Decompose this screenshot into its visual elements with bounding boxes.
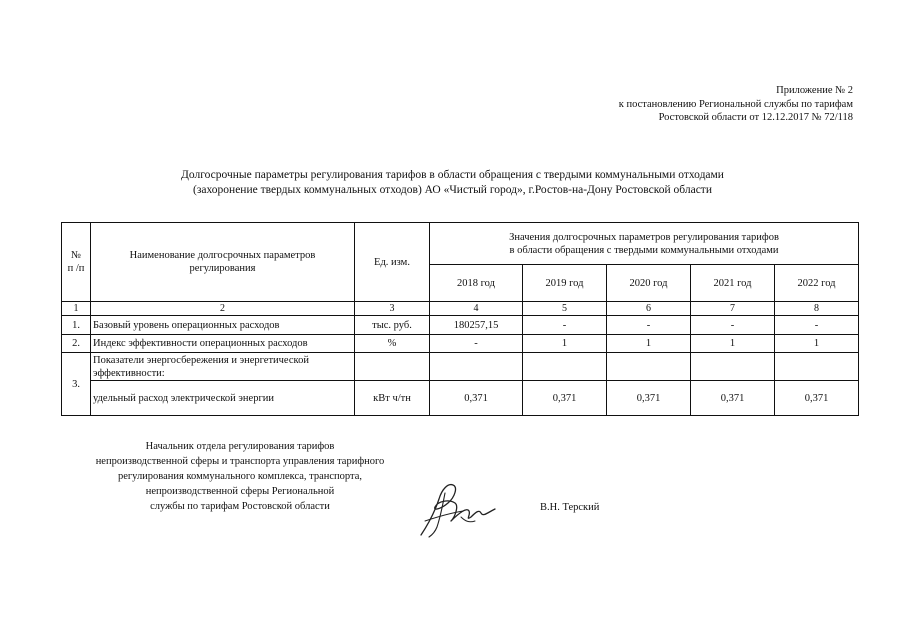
row-value: 1: [607, 335, 691, 353]
row-number: 3.: [62, 353, 91, 416]
header-number-line-1: №: [70, 250, 82, 261]
header-year: 2020 год: [607, 265, 691, 302]
row-number: 2.: [62, 335, 91, 353]
column-number: 6: [607, 302, 691, 316]
empty-cell: [430, 353, 523, 381]
row-number: 1.: [62, 316, 91, 335]
header-unit: Ед. изм.: [355, 223, 430, 302]
empty-cell: [607, 353, 691, 381]
row-value: 1: [523, 335, 607, 353]
appendix-line-2: к постановлению Региональной службы по тарифам: [618, 98, 853, 110]
row-unit: тыс. руб.: [355, 316, 430, 335]
empty-cell: [523, 353, 607, 381]
row-name: Базовый уровень операционных расходов: [91, 316, 355, 335]
appendix-line-3: Ростовской области от 12.12.2017 № 72/118: [658, 112, 853, 123]
position-line: регулирования коммунального комплекса, транспорта,: [117, 471, 363, 482]
row-name: Индекс эффективности операционных расходов: [91, 335, 355, 353]
column-number: 4: [430, 302, 523, 316]
table-header-row: [62, 223, 859, 265]
position-line: Начальник отдела регулирования тарифов: [145, 441, 335, 452]
column-number: 5: [523, 302, 607, 316]
appendix-header: [619, 84, 853, 125]
header-values: [430, 223, 859, 265]
handwritten-signature: [415, 477, 499, 539]
parameters-table: [61, 222, 859, 416]
sub-row-name: удельный расход электрической энергии: [91, 381, 355, 416]
appendix-line-1: Приложение № 2: [776, 85, 853, 96]
row-unit: %: [355, 335, 430, 353]
row-value: 0,371: [430, 381, 523, 416]
table-row: [62, 316, 859, 335]
row-name: Показатели энергосбережения и энергетической эффективности:: [91, 353, 355, 381]
column-number: 3: [355, 302, 430, 316]
row-value: -: [607, 316, 691, 335]
row-value: 0,371: [607, 381, 691, 416]
column-number: 8: [775, 302, 859, 316]
header-number: [62, 223, 91, 302]
title-line-1: Долгосрочные параметры регулирования тарифов в области обращения с твердыми коммунальными отходами: [181, 169, 724, 181]
table-row: [62, 335, 859, 353]
signatory-position: [75, 439, 405, 514]
header-year: 2021 год: [691, 265, 775, 302]
row-value: 1: [691, 335, 775, 353]
row-value: -: [775, 316, 859, 335]
column-numbers-row: [62, 302, 859, 316]
header-name-line-2: регулирования: [189, 263, 256, 274]
header-year: 2018 год: [430, 265, 523, 302]
document-title: [0, 168, 905, 198]
row-value: -: [691, 316, 775, 335]
header-values-line-2: в области обращения с твердыми коммунальными отходами: [509, 244, 779, 256]
empty-cell: [691, 353, 775, 381]
signer-name: В.Н. Терский: [540, 502, 600, 513]
row-value: 0,371: [691, 381, 775, 416]
header-number-line-2: п /п: [67, 263, 85, 274]
header-name-line-1: Наименование долгосрочных параметров: [129, 250, 316, 261]
column-number: 1: [62, 302, 91, 316]
row-value: 1: [775, 335, 859, 353]
header-values-line-1: Значения долгосрочных параметров регулирования тарифов: [509, 231, 779, 243]
empty-cell: [775, 353, 859, 381]
row-value: -: [430, 335, 523, 353]
position-line: службы по тарифам Ростовской области: [150, 501, 330, 512]
table-row: [62, 353, 859, 381]
row-value: 0,371: [523, 381, 607, 416]
column-number: 7: [691, 302, 775, 316]
row-value: -: [523, 316, 607, 335]
title-line-2: (захоронение твердых коммунальных отходов) АО «Чистый город», г.Ростов-на-Дону Ростовской области: [193, 184, 712, 196]
header-name: [91, 223, 355, 302]
empty-cell: [355, 353, 430, 381]
row-value: 0,371: [775, 381, 859, 416]
position-line: непроизводственной сферы и транспорта управления тарифного: [95, 456, 385, 467]
sub-row-unit: кВт ч/тн: [355, 381, 430, 416]
table-sub-row: [62, 381, 859, 416]
header-year: 2019 год: [523, 265, 607, 302]
column-number: 2: [91, 302, 355, 316]
header-year: 2022 год: [775, 265, 859, 302]
row-value: 180257,15: [430, 316, 523, 335]
position-line: непроизводственной сферы Региональной: [145, 486, 335, 497]
